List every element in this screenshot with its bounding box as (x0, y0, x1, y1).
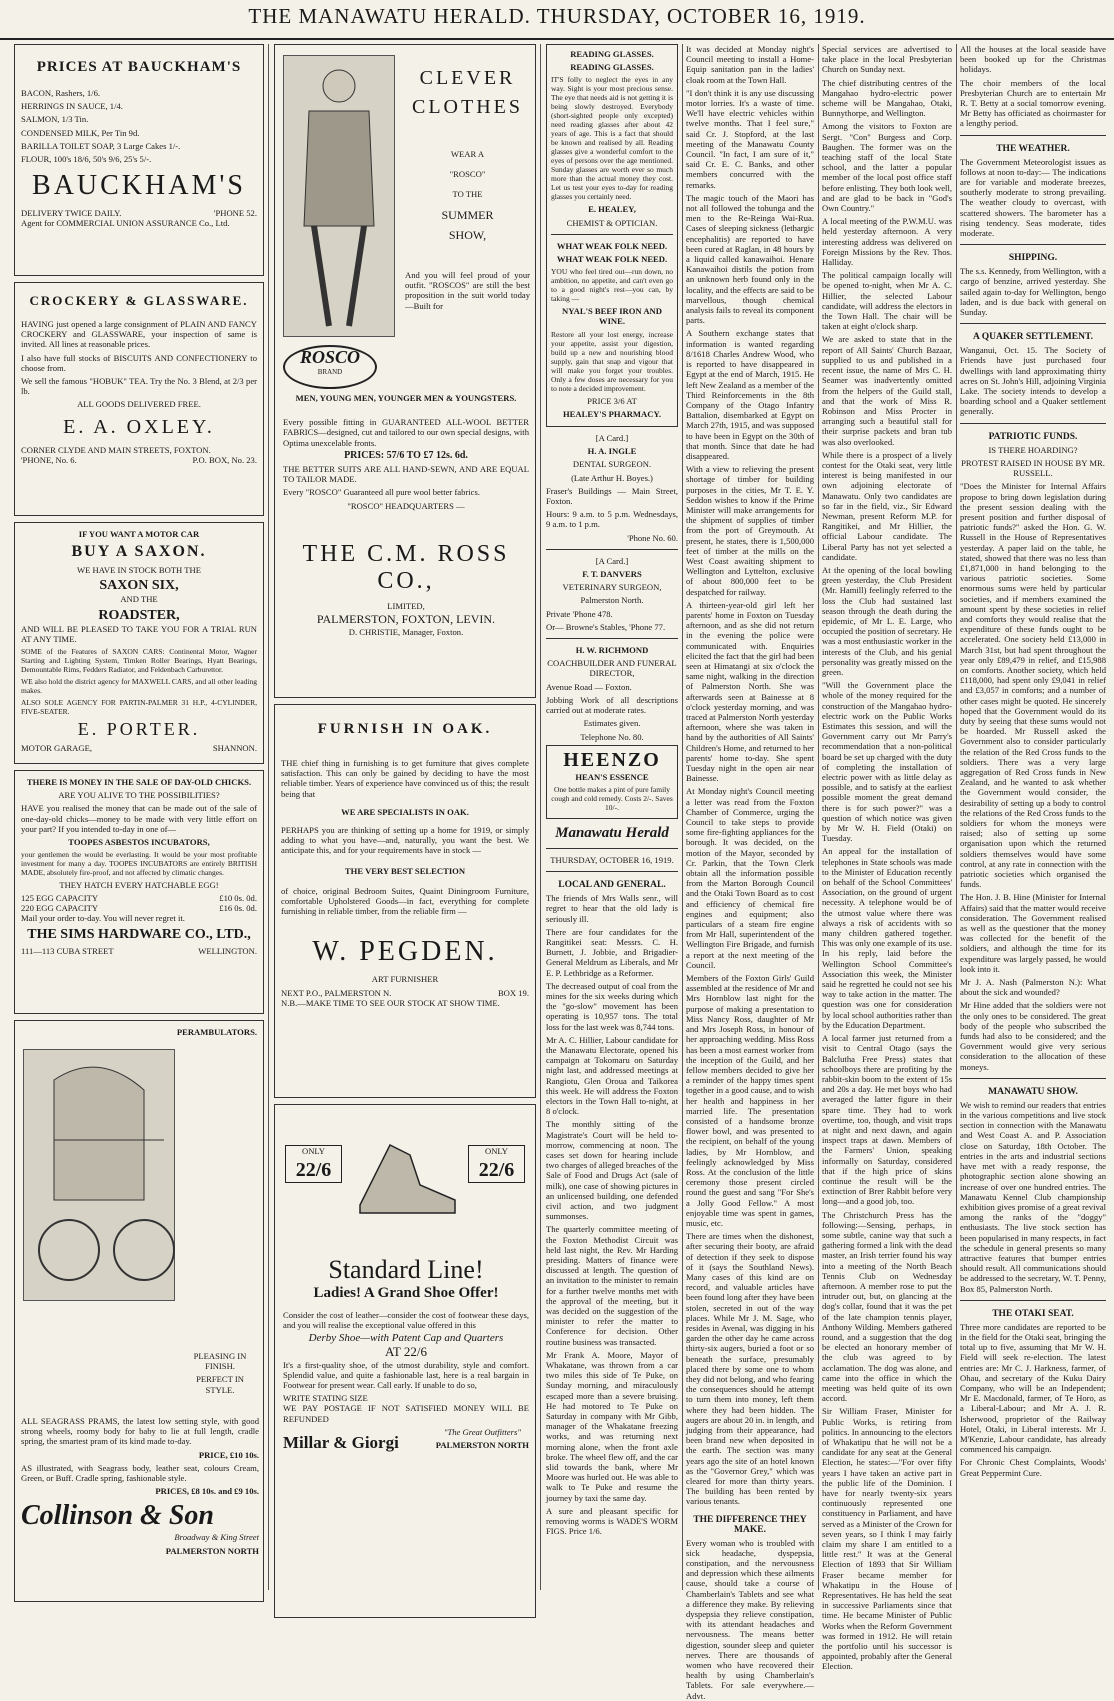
news-paragraph: Mr Frank A. Moore, Mayor of Whakatane, was thrown from a car two miles this side of Te Puke, on Sunday morning, and miraculously escaped more than a severe bruising. He had motored to Te Puke on Saturday in company with Mr Gibb, manager of the Whakatane freezing works, and was returning next morning alone, when the front axle broke. The wheel flew off, and the car slid towards the bank, where Mr Moore was hurled out. He was able to walk to Te Puke and resume the journey by taxi the same day. (546, 1349, 678, 1503)
advert-text: TO THE (452, 189, 483, 200)
news-paragraph: A thirteen-year-old girl left her parents' home in Foxton on Tuesday afternoon, and as she did not return in the evening the police were communicated with. Enquiries elicited the fact that the girl had been seen at Himatangi at six o'clock the same night, walking in the direction of Palmerston North. She was afterwards seen at Bainesse at 8 o'clock yesterday morning, and was traced at Palmerston North yesterday afternoon, where she was taken in hand by the authorities of All Saints' Children's Home, and returned to her parents' home to-day. She spent Tuesday night in the open air near Bainesse. (686, 599, 814, 784)
section-subheading: PROTEST RAISED IN HOUSE BY MR. RUSSELL. (961, 457, 1105, 479)
price-row (21, 903, 257, 913)
divider (960, 135, 1106, 136)
advert-text: AS illustrated, with Seagrass body, leather seat, colours Cream, Green, or Buff. Cradle spring, fashionable style. (21, 1462, 259, 1484)
garage-text: MOTOR GARAGE, (21, 743, 92, 754)
bauckham-advert (14, 44, 264, 276)
section-subheading: IS THERE HOARDING? (988, 444, 1078, 455)
advert-text: WE HAVE IN STOCK BOTH THE (77, 565, 201, 576)
news-paragraph: The magic touch of the Maori has not all followed the tohunga and the men to the Re-Reinga Wai-Rua. Cases of sleeping sickness (lethargic encephalitis) are reported to have been cured at Raglan, in 48 hours by a liquid called kanawaihoi. Henare Kanawaihoi distils the potion from an unknown herb found only in the locality, and the effects are said to be marvellous, though chemical analysis fails to reveal its component parts. (686, 192, 814, 326)
advert-text: HAVING just opened a large consignment of PLAIN AND FANCY CROCKERY and GLASSWARE, your inspection of same is invited. All lines at reasonable prices. (21, 319, 257, 350)
advert-text: IT'S folly to neglect the eyes in any way. Sight is your most precious sense. The eye that needs aid is not getting it is being slowly destroyed. Everybody (short-sighted people only excepted) need reading glasses after about 42 years of age. This is a fact that should be known and realised by all. Reading glasses give a wonderful comfort to the eyes of persons over the age mentioned. Sunday glasses are worth ever so much more than the actual money they cost. Let us test your eyes to-day for reading glasses you certainly need. (551, 75, 673, 202)
news-paragraph: An appeal for the installation of telephones in State schools was made to the Minister of Education recently on behalf of the School Committees' Association, on the ground of urgent necessity. A telephone would be of the utmost value where there was always a risk of accidents with so many children gathered together. This was only one example of its use. In his reply, laid before the Wellington School Committee's Association this week, the Minister said he regretted he could not see his way to take action in the matter. The question was one for consideration by local school authorities rather than by the Education Department. (822, 846, 952, 1030)
address-row (281, 988, 529, 998)
ingle-card (546, 433, 678, 543)
phone-text: 'PHONE 52. (213, 208, 257, 219)
advert-subheading: Ladies! A Grand Shoe Offer! (313, 1285, 499, 1301)
advert-text: PALMERSTON, FOXTON, LEVIN. (316, 612, 496, 627)
advertiser-name: E. PORTER. (77, 719, 201, 740)
advert-pre: IF YOU WANT A MOTOR CAR (78, 529, 200, 539)
advert-text: And you will feel proud of your outfit. "ROSCOS" are still the best proposition in the suit world today—Built for (405, 270, 530, 311)
advert-text: SOME of the Features of SAXON CARS: Continental Motor, Wagner Starting and Lighting System, Timken Roller Bearings, Hyatt Bearings, Demountable Rims, Fedders Radiator, and Feldenbach Carburettor. (21, 647, 257, 675)
logo-sub: BRAND (317, 368, 343, 376)
advertiser-name: BAUCKHAM'S (32, 170, 246, 202)
capacity-text: 220 EGG CAPACITY (21, 903, 99, 914)
address-row (21, 946, 257, 956)
card-text: Telephone No. 80. (580, 731, 644, 742)
pram-icon (24, 1050, 174, 1300)
news-paragraph: Members of the Foxton Girls' Guild assembled at the residence of Mr and Mrs Hornblow last night for the purpose of making a presentation to Miss Nancy Ross, daughter of Mr and Mrs Joseph Ross, in honour of her approaching wedding. Miss Ross has been a most earnest worker from the inception of the Guild, and her fellow members decided to give her a reminder of the happy times spent together in a good cause, and to wish her health and happiness in her married life. The presentation consisted of a handsome bronze flower bowl, and was presented to the recipient, on behalf of the young ladies, by Mr Hornblow, and feelingly acknowledged by Miss Ross. At the conclusion of the little ceremony those present circled round the guest and sang "For She's a Jolly Good Fellow." A most enjoyable time was spent in games, music, etc. (686, 973, 814, 1228)
side-line: PERFECT IN STYLE. (196, 1374, 244, 1395)
richmond-card (546, 645, 678, 742)
price-badge (285, 1145, 342, 1183)
news-paragraph: The friends of Mrs Walls senr., will regret to hear that the old lady is seriously ill. (546, 893, 678, 924)
card-name: H. W. RICHMOND (575, 645, 649, 656)
box-text: BOX 19. (497, 987, 529, 998)
advert-text: AND WILL BE PLEASED TO TAKE YOU FOR A TRIAL RUN AT ANY TIME. (21, 623, 257, 644)
shoe-footer (283, 1427, 529, 1453)
advert-text: ART FURNISHER (371, 974, 439, 985)
pram-illustration (23, 1049, 175, 1301)
man-illustration (283, 55, 395, 337)
oxley-advert (14, 282, 264, 516)
advertiser-name: W. PEGDEN. (312, 936, 498, 968)
price-item: BACON, Rashers, 1/6. (21, 88, 101, 98)
advert-heading: CLEVER (419, 67, 516, 89)
advert-text: YOU who feel tired out—run down, no ambition, no appetite, and can't even go to a good night's rest—you can, by taking — (551, 267, 673, 304)
advert-text: your gentlemen the would be everlasting. It would be your most profitable investment for many a day. TOOPES INCUBATORS are entirely BRITISH MADE, absolutely fire-proof, and not affected by climatic changes. (21, 850, 257, 878)
news-paragraph: The decreased output of coal from the mines for the six weeks during which the "go-slow" movement has been operating is 10,957 tons. The total loss for the last week was 8,744 tons. (546, 980, 678, 1032)
advert-heading: READING GLASSES. (570, 62, 654, 73)
address-text: NEXT P.O., PALMERSTON N. (281, 987, 392, 998)
advert-text: WEAR A (450, 149, 485, 159)
advert-subheading: ARE YOU ALIVE TO THE POSSIBILITIES? (58, 790, 220, 801)
card-label: [A Card.] (595, 555, 629, 566)
news-paragraph: Three more candidates are reported to be in the field for the Otaki seat, bringing the total up to five, assuming that Mr W. H. Field will seek re-election. The latest entries are: Mr C. J. Harkness, farmer, of Ohau, and secretary of the Kuku Dairy Company, who will be an Independent; Mr E. Macdonald, farmer, of Te Horo, as a Liberal-Labour; and Mr A. J. R. Isherwood, proprietor of the Railway Hotel, Otaki, in Liberal interests. Mr J. M'Kenzie, Labour candidate, has already commenced his campaign. (960, 1321, 1106, 1455)
news-paragraph: Every woman who is troubled with sick headache, dyspepsia, constipation, and the nervousness and depression which these ailments cause, should take a course of Chamberlain's Tablets and see what a difference they make. By relieving dyspepsia they relieve constipation, with its attendant headaches and nervousness. The means better digestion, sounder sleep and quieter nerves. There are thousands of women who have recovered their health by using Chamberlain's Tablets. For sale everywhere.—Advt. (686, 1537, 814, 1701)
write-text: WRITE STATING SIZE (283, 1393, 368, 1404)
shop-name: HEALEY'S PHARMACY. (562, 408, 662, 419)
advert-text: "ROSCO" HEADQUARTERS — (347, 500, 465, 511)
news-paragraph: There are four candidates for the Rangitikei seat: Messrs. C. H. Burnett, J. Jobbie, and Brigadier-General Meldrum as Liberals, and Mr E. P. Lethbridge as a Reformer. (546, 926, 678, 978)
news-paragraph: For Chronic Chest Complaints, Woods' Great Peppermint Cure. (960, 1457, 1106, 1478)
porter-advert (14, 522, 264, 764)
news-paragraph: The Government Meteorologist issues as follows at noon to-day:— The indications are for variable and moderate breezes, southerly moderate to strong prevailing. The weather cloudy to overcast, with scattered showers. The barometer has a rising tendency. Seas moderate, tides moderate. (960, 156, 1106, 239)
town-text: SHANNON. (212, 743, 257, 754)
delivery-row (21, 208, 257, 218)
divider (960, 244, 1106, 245)
advert-heading: READING GLASSES. (570, 49, 654, 59)
model-name: ROADSTER, (98, 607, 180, 623)
card-title: DENTAL SURGEON. (572, 459, 652, 470)
address-text: Broadway & King Street (174, 1532, 259, 1543)
column-rule (818, 44, 819, 1590)
news-paragraph: With a view to relieving the present shortage of timber for building purposes in the cities, Mr T. E. Y. Seddon wishes to know if the Prime Minister will make arrangements for the shipment of supplies of timber from the port of Greymouth. At present, he states, there is 1,500,000 feet of timber at the mills on the West Coast awaiting shipment to Wellington and Lyttelton, exclusive of about 800,000 feet to be despatched for railway. (686, 464, 814, 597)
advert-heading: CLOTHES (412, 96, 523, 118)
postage-row (283, 1393, 529, 1403)
advertiser-name: E. A. OXLEY. (63, 415, 215, 438)
delivery-text: DELIVERY TWICE DAILY. (21, 208, 122, 219)
card-text: Fraser's Buildings — Main Street, Foxton. (546, 485, 678, 507)
card-text: Avenue Road — Foxton. (546, 681, 632, 692)
card-text: 'Phone No. 60. (627, 532, 678, 543)
advert-text: PERHAPS you are thinking of setting up a home for 1919, or simply adding to what you have—and, naturally, you want the best. We anticipate this, and for your requirements have in stock — (281, 825, 529, 856)
news-paragraph: Wanganui, Oct. 15. The Society of Friends have just purchased four dwellings with land approximating thirty acres on St. John's Hill, adjoining Virginia Lake. The society intends to develop a boarding school and a Quaker settlement generally. (960, 345, 1106, 417)
price-text: PRICES: 57/6 TO £7 12s. 6d. (344, 449, 468, 461)
masthead: THE MANAWATU HERALD. THURSDAY, OCTOBER 16, 1919. (0, 4, 1114, 40)
card-name: H. A. INGLE (587, 446, 637, 457)
column-5 (822, 44, 952, 1672)
divider (546, 848, 678, 849)
section-heading: LOCAL AND GENERAL. (558, 880, 666, 891)
advert-text: THE BETTER SUITS ARE ALL HAND-SEWN, AND ARE EQUAL TO TAILOR MADE. (283, 464, 529, 485)
address-text: 111—113 CUBA STREET (21, 945, 114, 956)
divider (960, 1078, 1106, 1079)
phone-text: 'PHONE, No. 6. (21, 454, 77, 465)
rosco-copy (405, 61, 530, 314)
city-text: PALMERSTON NORTH (435, 1440, 529, 1451)
advertiser-name: THE C.M. ROSS CO., (302, 540, 510, 594)
divider (551, 234, 673, 235)
advert-heading: BUY A SAXON. (71, 543, 207, 561)
advert-text: LIMITED, (387, 600, 425, 611)
divider (546, 549, 678, 550)
card-text: Jobbing Work of all descriptions carried out at moderate rates. (546, 694, 678, 716)
capacity-text: 125 EGG CAPACITY (21, 893, 99, 904)
news-paragraph: The s.s. Kennedy, from Wellington, with a cargo of benzine, arrived yesterday. She sailed again to-day for Wellington, bengo laden, and is due back with general on Sunday. (960, 266, 1106, 318)
news-paragraph: Sir William Fraser, Minister for Public Works, is retiring from politics. In announcing to the electors of Whakatipu that he will not be a candidate for any seat at the General Election, he states:—"For over fifty years I have taken an active part in the public life of the Dominion. I have for nearly twenty-six years continuously represented one constituency in Parliament, and have served as a Minister of the Crown for seven years, so I think I may fairly claim my share I am entitled to a little rest." It was at the General Election of 1893 that Sir William Fraser became member for Whakatipu in the House of Representatives. He has held the seat in successive Parliaments since that time. He became Minister of Public Works when the Reform Government was formed in 1912. He will retain the portfolio until his successor is appointed, probably after the General Election. (822, 1406, 952, 1672)
city-text: PALMERSTON NORTH (165, 1545, 259, 1556)
section-heading: THE OTAKI SEAT. (992, 1308, 1074, 1319)
card-text: Private 'Phone 478. (546, 608, 613, 619)
news-paragraph: The political campaign locally will be opened to-night, when Mr A. C. Hillier, the selected Labour candidate, will address the electors in the Town Hall. The chair will be taken at eight o'clock sharp. (822, 270, 952, 332)
advertiser-name: E. HEALEY, (588, 204, 636, 215)
advert-text: THE chief thing in furnishing is to get furniture that gives complete satisfaction. This can only be gained by deciding to have the most reliable timber. Years of experience have convinced us of this; the result being that (281, 758, 529, 799)
card-text: Or— Browne's Stables, 'Phone 77. (546, 621, 666, 632)
advert-text: SUMMER (441, 207, 494, 222)
advertiser-name: Millar & Giorgi (283, 1433, 399, 1453)
shoe-icon (350, 1115, 460, 1225)
advert-heading: WHAT WEAK FOLK NEED. (556, 240, 668, 251)
card-title: VETERINARY SURGEON, (562, 582, 662, 593)
address-row (21, 445, 257, 455)
news-paragraph: The Christchurch Press has the following:—Sensing, perhaps, in some subtle, canine way that such a gathering formed a link with the dead master, an Irish terrier found his way into a meeting of the North Beach Tennis Club on Wednesday afternoon. A member rose to put the intruder out, but, on glancing at the dog's collar, found that it was the pet of the late champion tennis player, Anthony Wilding. Members gathered round, and a suggestion that the dog be elected an honorary member of the club was agreed to by acclamation. The dog was alone, and came into the office in which the meeting was held quite of its own accord. (822, 1209, 952, 1404)
address-row (21, 455, 257, 465)
section-heading: THE DIFFERENCE THEY MAKE. (693, 1514, 807, 1535)
divider (960, 423, 1106, 424)
advert-heading: WHAT WEAK FOLK NEED. (556, 254, 668, 265)
news-paragraph: A sure and pleasant specific for removing worms is WADE'S WORM FIGS. Price 1/6. (546, 1505, 678, 1537)
news-paragraph: Mr J. A. Nash (Palmerston N.): What about the sick and wounded? (960, 977, 1106, 998)
news-paragraph: Mr Hine added that the soldiers were not the only ones to be considered. The great body of the people who subscribed the funds had also to be considered; and the Government would give very serious consideration to the allocation of these moneys. (960, 1000, 1106, 1072)
price-text: £16 0s. 0d. (219, 903, 257, 914)
advert-text: THEY HATCH EVERY HATCHABLE EGG! (59, 880, 219, 891)
herald-section (546, 825, 678, 1537)
address-text: CORNER CLYDE AND MAIN STREETS, FOXTON. (21, 444, 211, 455)
card-text: (Late Arthur H. Boyes.) (571, 472, 653, 483)
price-item: CONDENSED MILK, Per Tin 9d. (21, 127, 140, 138)
column-6 (960, 44, 1106, 1590)
news-paragraph: The choir members of the local Presbyterian Church are to entertain Mr R. T. Betty at a social tomorrow evening. Mr Betty has officiated as choirmaster for a lengthy period. (960, 77, 1106, 129)
shoe-copy (283, 1255, 529, 1453)
news-paragraph: A Southern exchange states that information is wanted regarding 8/1618 Charles Andrew Wood, who is reported to have disappeared in Egypt at the end of March, 1915. He left New Zealand as a member of the Third Reinforcements in the 8th Company of the Otago Infantry Battalion, disembarked at Egypt on March 27th, 1915, and was supposed to have been in Egypt on the 30th of that month. Since that date he had disappeared. (686, 328, 814, 461)
shoe-illustration (350, 1115, 460, 1225)
news-paragraph: The quarterly committee meeting of the Foxton Methodist Circuit was held last night, the Rev. Mr Harding presiding. Matters of finance were discussed at length. The question of an invitation to the minister to remain for a further twelve months met with the approval of the meeting, but it was decided on the suggestion of the minister to refer the matter to Conference for decision. Other routine business was transacted. (546, 1224, 678, 1347)
card-text: Estimates given. (583, 718, 641, 729)
model-name: SAXON SIX, (99, 578, 179, 594)
outfitter-text: "The Great Outfitters" (443, 1426, 521, 1437)
section-heading: MANAWATU SHOW. (988, 1086, 1078, 1097)
advert-text: I also have full stocks of BISCUITS AND CONFECTIONERY to choose from. (21, 352, 257, 373)
address-row (21, 743, 257, 753)
product-name: NYAL'S BEEF IRON AND WINE. (562, 306, 662, 327)
column-rule (540, 44, 541, 1590)
news-paragraph: A local farmer just returned from a visit to Central Otago (says the Balclutha Free Press) states that schoolboys there are profiting by the rabbit-skin boom to the extent of 15s and 20s a day. He met boys who had averaged the latter figure in their spare time. They had to work overtime, too, though, and visit traps at night and next dawn, and again inspect traps at dawn. Members of the Farmers' Union, speaking informally on Saturday, considered that if the high price of skins continue the result will be the extinction of Brer Rabbit before very long—and a good job, too. (822, 1033, 952, 1207)
side-line: PLEASING IN FINISH. (193, 1351, 247, 1372)
brand-name: HEENZO (563, 748, 661, 771)
logo-text: ROSCO (299, 347, 361, 367)
heenzo-advert (546, 745, 678, 819)
news-paragraph: We wish to remind our readers that entries in the various competitions and live stock section in connection with the Manawatu and West Coast A. and P. Association close on Saturday, 18th October. The entries in the arts and industrial sections have met with a ready response, the photographic section alone showing an increase of over one hundred entries. The Manawatu Kennel Club championship exhibition gives promise of a great revival among the ranks of the "doggy" enthusiasts. The live stock section has been popularised in many respects, in fact the schedule in general presents so many attractive features that bumper entries should result. All communications should be addressed to the secretary, W. T. Penny, Box 85, Palmerston North. (960, 1099, 1106, 1294)
advert-text: Mail your order to-day. You will never regret it. (21, 913, 185, 924)
advert-text: Consider the cost of leather—consider the cost of footwear these days, and you will realise the exceptional value offered in this (283, 1310, 529, 1331)
divider (546, 871, 678, 872)
card-name: F. T. DANVERS (582, 569, 642, 580)
advert-text: AND THE (120, 594, 158, 605)
column-rule (682, 44, 683, 1590)
badge-label: ONLY (301, 1146, 325, 1156)
advert-text: N.B.—MAKE TIME TO SEE OUR STOCK AT SHOW TIME. (281, 997, 500, 1008)
news-paragraph: The chief distributing centres of the Mangahao hydro-electric power scheme will be Mangahao, Otaki, Bunnythorpe, and Wellington. (822, 77, 952, 119)
news-paragraph: Among the visitors to Foxton are Sergt. "Con" Burgess and Corp. Baughen. The former was on the teaching staff of the local State school, and the latter a popular member of the local post office staff before enlisting. They both look well, and are glad to be back in "God's Own Country." (822, 121, 952, 214)
advert-text: WE also hold the district agency for MAXWELL CARS, and all other leading makes. (21, 677, 257, 696)
column-rule (956, 44, 957, 1590)
divider (546, 638, 678, 639)
price-badge (468, 1145, 525, 1183)
column-1 (14, 44, 264, 1590)
advert-text: SHOW, (448, 227, 487, 242)
rosco-logo (283, 345, 377, 389)
advert-heading: Standard Line! (328, 1255, 484, 1284)
price-text: PRICE, £10 10s. (198, 1449, 259, 1460)
news-paragraph: There are times when the dishonest, after securing their booty, are afraid of detection if they seek to dispose of it (says the Southland News). Many cases of this kind are on record, and valuable articles have been found long after they have been stolen, secreted in out of the way places. While Mr J. M. Sage, who resides in Avenal, was digging in his garden the other day he came across thirty-six augers, buried a foot or so beneath the surface, presumably placed there by some one to whom they did not belong, and who fearing the consequences should he attempt to turn them into money, left them where they had been hidden. The augers are about 20 in. in length, and judging from their appearance, had been brand new when deposited in the earth. The section was many years ago the site of an hotel known as the "Governor Grey," which was cleared for more than thirty years. The building has been rented by various tenants. (686, 1231, 814, 1507)
danvers-card (546, 556, 678, 632)
news-paragraph: All the houses at the local seaside have been booked up for the Christmas holidays. (960, 44, 1106, 75)
news-paragraph: The monthly sitting of the Magistrate's Court will be held to-morrow, commencing at noon. The cases set down for hearing include two charges of alleged breaches of the Sale of Food and Drugs Act (sale of milk), one case of showing pictures in an unlicensed building, one defended civil action, and two judgment summonses. (546, 1119, 678, 1222)
column-2 (274, 44, 536, 1590)
advert-heading: CROCKERY & GLASSWARE. (29, 293, 249, 308)
advert-text: Restore all your lost energy, increase your appetite, assist your digestion, build up a new and nourishing blood supply, gain that snap and vigour that will make you forget your troubles. Only a few doses are necessary for you to note a decided improvement. (551, 329, 673, 393)
column-4 (686, 44, 814, 1701)
side-text (185, 1351, 255, 1398)
advert-text: HAVE you realised the money that can be made out of the sale of one-day-old chicks—money to be made with very little effort on your part? If you intended to-day in one of— (21, 803, 257, 834)
advert-heading: PRICES AT BAUCKHAM'S (36, 59, 242, 75)
column-3 (546, 44, 678, 1590)
advert-text: It's a first-quality shoe, of the utmost durability, style and comfort. Splendid value, and quite a fashionable last, here is a real bargain in Footwear for present wear. Call early. If unable to do so, (283, 1359, 529, 1391)
news-paragraph: A local meeting of the P.W.M.U. was held yesterday afternoon. A very interesting address was delivered on Foreign Missions by the Rev. Thos. Halliday. (822, 216, 952, 268)
advert-text: Derby Shoe—with Patent Cap and Quarters (308, 1332, 504, 1345)
section-heading: A QUAKER SETTLEMENT. (973, 332, 1093, 343)
rosco-advert (274, 44, 536, 698)
brand-sub: HEAN'S ESSENCE (575, 771, 649, 782)
collinson-advert (14, 1020, 264, 1602)
price-item: BARILLA TOILET SOAP, 3 Large Cakes 1/-. (21, 140, 181, 151)
shoe-advert (274, 1104, 536, 1618)
divider (960, 1300, 1106, 1301)
price-item: FLOUR, 100's 18/6, 50's 9/6, 25's 5/-. (21, 154, 152, 165)
brand-text: "ROSCO" (449, 169, 486, 180)
card-title: COACHBUILDER AND FUNERAL DIRECTOR, (547, 658, 677, 679)
price-item: HERRINGS IN SAUCE, 1/4. (21, 101, 123, 112)
news-paragraph: Special services are advertised to take place in the local Presbyterian Church on Sunday next. (822, 44, 952, 75)
pram-copy (21, 1416, 259, 1559)
advert-text: THE VERY BEST SELECTION (344, 865, 466, 876)
advert-text: CHEMIST & OPTICIAN. (566, 217, 658, 228)
rosco-lower (283, 345, 529, 640)
badge-price: 22/6 (478, 1159, 515, 1182)
card-text: Hours: 9 a.m. to 5 p.m. Wednesdays, 9 a.m. to 1 p.m. (546, 509, 678, 530)
advert-text: Every "ROSCO" Guaranteed all pure wool better fabrics. (283, 487, 480, 498)
price-item: SALMON, 1/3 Tin. (21, 114, 89, 125)
news-paragraph: It was decided at Monday night's Council meeting to install a Home-Equip sanitation pan in the ladies' cloak room at the Town Hall. (686, 44, 814, 85)
news-paragraph: We are asked to state that in the report of All Saints' Church Bazaar, supplied to us and published in a recent issue, the name of Mrs C. H. Seamer was inadvertently omitted from the helpers of the Guild stall, and that the work of Miss R. Robinson and Miss Procter in arranging such a beautiful stall for their surprise packets and bran tub was also overlooked. (822, 334, 952, 447)
advert-text: One bottle makes a pint of pure family cough and cold remedy. Costs 2/-. Saves 10/-. (551, 784, 673, 812)
sims-advert (14, 770, 264, 1014)
advertiser-name: Collinson & Son (21, 1500, 214, 1532)
advert-text: ALSO SOLE AGENCY FOR PARTIN-PALMER 31 H.P., 4-CYLINDER, FIVE-SEATER. (21, 698, 257, 717)
card-text: Palmerston North. (580, 595, 644, 606)
section-heading: PATRIOTIC FUNDS. (988, 431, 1078, 442)
agent-text: Agent for COMMERCIAL UNION ASSURANCE Co., Ltd. (21, 218, 230, 229)
advert-heading: THERE IS MONEY IN THE SALE OF DAY-OLD CHICKS. (26, 777, 252, 787)
news-paragraph: While there is a prospect of a lively contest for the Otaki seat, very little interest is being manifested in our own adjoining electorate of Manawatu. Only two candidates are so far in the field, viz., Sir Edward Newman, present Reform M.P. for Rangitikei, and Mr Hillier, the official Labour candidate. The Liberal Party has not yet selected a candidate. (822, 449, 952, 562)
news-paragraph: "Does the Minister for Internal Affairs propose to bring down legislation during the present session dealing with the present position and further disposal of patriotic funds?" asked the Hon. G. W. Russell in the House of Representatives yesterday. A paper laid on the table, he stated, showed that there was no less than £1,871,000 in hand belonging to the various patriotic societies. Some enormous sums were held by particular societies, and if members examined the amount spent by these societies in relief and comforts they would realise that the expenditure of these funds ought to be accelerated. One society held £13,000 in March 31st, but had spent throughout the year only £89,479 in relief, and £15,988 on comforts. Another society, which held £118,000, had spent only £9,041 in relief and £3,057 in comforts; and a number of other cases might be quoted. He sincerely hoped that the Government would do its duty by seeing that these sums would not be hoarded. Mr Russell asked the Government also to consider particularly the relation of the Red Cross funds to the soldiers. There was a very large aggregation of Red Cross funds in New Zealand, and he wanted to ask whether the Government would consider, the desirability of setting up a body to control the relations of the Red Cross funds to the soldiers for whom the moneys were raised; also of setting up some organisation upon which the returned soldiers themselves would have some control, at any rate in connection with the patriotic societies which organised the funds. (960, 481, 1106, 890)
section-heading: SHIPPING. (1008, 253, 1058, 264)
advert-text: ALL SEAGRASS PRAMS, the latest low setting style, with good strong wheels, roomy body for baby to lie at full length, cradle spring, the smartest pram of its kind made to-day. (21, 1416, 259, 1447)
advert-heading: FURNISH IN OAK. (317, 721, 493, 737)
advert-heading: PERAMBULATORS. (176, 1027, 257, 1037)
news-paragraph: "Will the Government place the whole of the money required for the construction of the Mangahao hydro-electric work on the Public Works Estimates this session, and will the Government carry out Mr Parry's recommendation that a non-political board be set up charged with the duty of completing the installation of electric power with as little delay as possible, and to satisfy at the earliest possible moment the great demand there is for such power?" was a question of which notice was given by Mr W. H. Field (Otaki) on Tuesday. (822, 680, 952, 844)
issue-date: THURSDAY, OCTOBER 16, 1919. (550, 854, 674, 865)
advert-text: ALL GOODS DELIVERED FREE. (77, 399, 201, 410)
advert-text: WE ARE SPECIALISTS IN OAK. (341, 806, 469, 817)
price-row (21, 893, 257, 903)
price-text: PRICE 3/6 AT (587, 395, 637, 406)
outfitter-block (436, 1427, 529, 1453)
advert-text: D. CHRISTIE, Manager, Foxton. (348, 627, 464, 638)
healey-advert (546, 44, 678, 427)
divider (960, 323, 1106, 324)
advert-text: We sell the famous "HOBUK" TEA. Try the No. 3 Blend, at 2/3 per lb. (21, 376, 257, 397)
postage-text: WE PAY POSTAGE IF NOT SATISFIED MONEY WILL BE REFUNDED (283, 1403, 529, 1424)
newspaper-title: Manawatu Herald (555, 824, 669, 841)
advert-text: MEN, YOUNG MEN, YOUNGER MEN & YOUNGSTERS. (295, 393, 517, 403)
badge-label: ONLY (484, 1146, 508, 1156)
product-name: TOOPES ASBESTOS INCUBATORS, (68, 837, 210, 848)
advert-text: of choice, original Bedroom Suites, Quaint Diningroom Furniture, comfortable Upholstered Goods—in fact, everything for complete furnishing in reliable timber, from the reliable firm — (281, 885, 529, 917)
news-paragraph: Mr A. C. Hillier, Labour candidate for the Manawatu Electorate, opened his campaign at Tokomaru on Saturday night last, and addressed meetings at Rangiotu, Glen Oroua and Taikorea this week. He will address the Foxton electors in the Town Hall to-night, at 8 o'clock. (546, 1034, 678, 1117)
news-paragraph: The Hon. J. B. Hine (Minister for Internal Affairs) said that the matter would receive consideration. The Government realised as well as the questioner that the money was collected for the benefit of the soldiers, and although the time for its expenditure was largely passed, he would look into it. (960, 892, 1106, 974)
news-paragraph: "I don't think it is any use discussing motor lorries. It's a waste of time. We'll have electric vehicles within twelve months. That I feel sure," said Cr. J. Stopford, at the last meeting of the Manawatu County Council. "In fact, I am sure of it," said Cr. E. C. Banks, and other members concurred with the remarks. (686, 87, 814, 190)
price-text: AT 22/6 (384, 1343, 427, 1359)
news-paragraph: At Monday night's Council meeting a letter was read from the Foxton Chamber of Commerce, urging the Council to take steps to provide some fire-fighting appliances for the borough. It was decided, on the motion of the Mayor, seconded by Cr. Parkin, that the Town Clerk obtain all the information possible from the Marton Borough Council and the Otaki Town Board as to cost and efficiency of chemical fire engines and equipment; also particulars of a steam fire engine from Mr Hall, superintendent of the Wellington Fire Brigade, and furnish a report at the next meeting of the Council. (686, 786, 814, 970)
price-text: PRICES, £8 10s. and £9 10s. (155, 1486, 259, 1497)
advertiser-name: THE SIMS HARDWARE CO., LTD., (27, 926, 251, 942)
card-label: [A Card.] (595, 433, 629, 444)
column-rule (268, 44, 269, 1590)
news-paragraph: At the opening of the local bowling green yesterday, the Club President (Mr. Hamill) feelingly referred to the loss the Club had sustained last season through the death during the epidemic, of Mr L. E. Large, who occupied the position of secretary. He was a most enthusiastic worker in the interests of the Club, and his genial personality was greatly missed on the green. (822, 564, 952, 677)
section-heading: THE WEATHER. (996, 143, 1070, 154)
suit-figure-icon (284, 56, 394, 336)
city-text: WELLINGTON. (198, 945, 257, 956)
advert-text: Every possible fitting in GUARANTEED ALL-WOOL BETTER FABRICS—designed, cut and tailored to our own special designs, with Optima unexcelable fronts. (283, 417, 529, 448)
pegden-advert (274, 704, 536, 1098)
badge-price: 22/6 (295, 1159, 332, 1182)
price-text: £10 0s. 0d. (219, 893, 257, 904)
box-text: P.O. BOX, No. 23. (192, 454, 257, 465)
